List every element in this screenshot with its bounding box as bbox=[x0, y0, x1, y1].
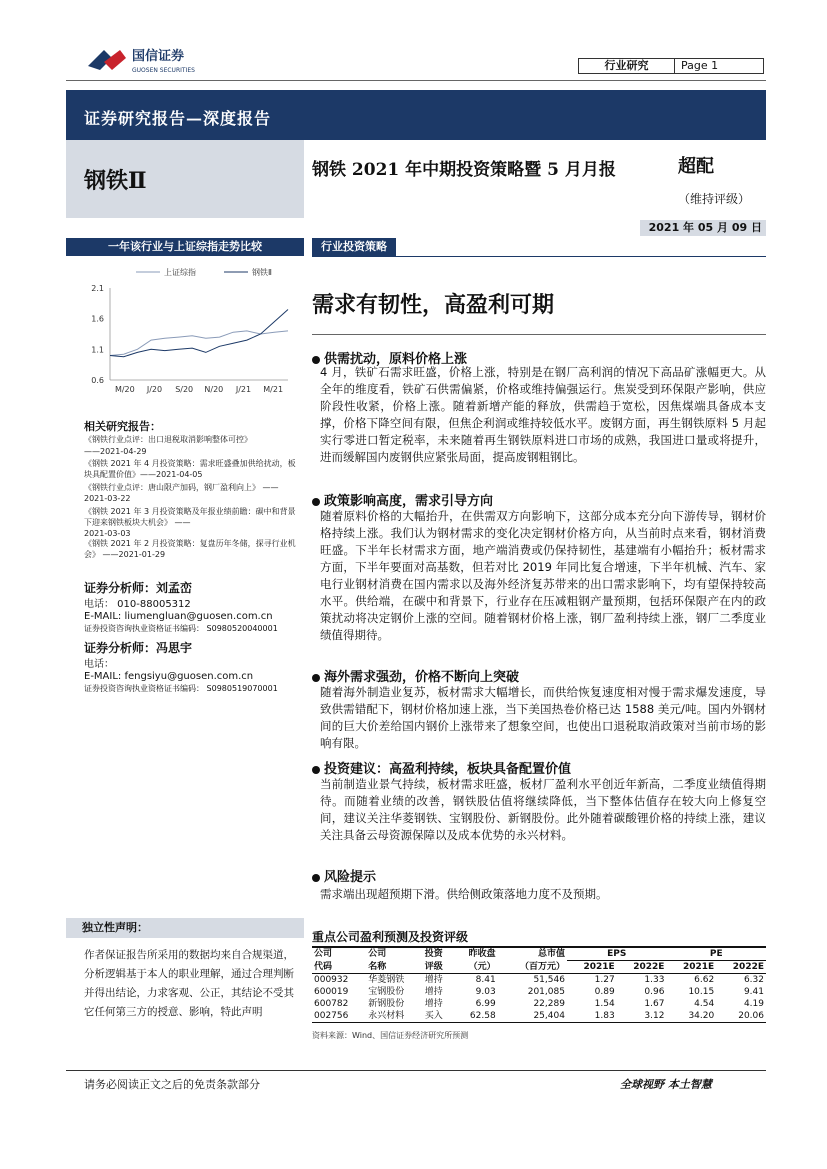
related-title: 相关研究报告： bbox=[84, 420, 161, 433]
table-cell: 20.06 bbox=[716, 1010, 766, 1023]
analyst-phone: 电话： bbox=[84, 659, 114, 670]
table-cell: 永兴材料 bbox=[366, 1010, 423, 1023]
table-cell: 华菱钢铁 bbox=[368, 975, 405, 985]
table-header-cell: 名称 bbox=[366, 961, 423, 974]
logo-en: GUOSEN SECURITIES bbox=[132, 67, 195, 74]
rating-note: （维持评级） bbox=[678, 192, 751, 206]
table-cell: 3.12 bbox=[617, 1010, 667, 1023]
section-heading: 风险提示 bbox=[312, 866, 376, 885]
section-tag: 行业投资策略 bbox=[312, 238, 396, 256]
table-header-cell: 2021E bbox=[567, 961, 617, 974]
table-row bbox=[312, 974, 766, 987]
related-report: 《钢铁 2021 年 3 月投资策略及年报业绩前瞻：碳中和背景下迎来钢铁板块大机会》 —— bbox=[84, 507, 296, 527]
table-cell: 0.96 bbox=[644, 987, 665, 997]
table-header-cell: 昨收盘 bbox=[454, 947, 498, 961]
related-report: 2021-03-03 bbox=[84, 529, 131, 538]
table-header-cell: 公司 bbox=[366, 947, 423, 961]
table-header-cell: 评级 bbox=[423, 961, 454, 974]
headline-divider bbox=[312, 334, 766, 335]
band-title: 证券研究报告—深度报告 bbox=[84, 109, 272, 128]
section-text: 随着原料价格的大幅抬升，在供需双方向影响下，这部分成本充分向下游传导，钢材价格持续上涨。我们认为钢材需求的变化决定钢材价格方向，从当前时点来看，钢材消费旺盛。下半年长材需求方面，地产端消费或仍保持韧性，基建端有小幅抬升；板材需求方面，下半年要面对高基数，但若对比 2019 年同比复合增速，下半年机械、汽车、家电行业钢材消费在国内需求以及海外经济复苏带来的出口需求影响下，均有望保持较高水平。供给端，在碳中和背景下，行业存在压减粗钢产量预期，包括环保限产在内的政策扰动将决定钢价上涨的空间。随着钢材价格上涨，钢厂盈利持续上涨，钢厂二季度业绩值得期待。 bbox=[320, 509, 766, 642]
headline: 需求有韧性，高盈利可期 bbox=[312, 292, 555, 318]
table-cell: 201,085 bbox=[527, 987, 565, 997]
related-report: 《钢铁行业点评：出口退税取消影响整体可控》 bbox=[84, 435, 252, 444]
analyst-cert: 证券投资咨询执业资格证书编码： S0980520040001 bbox=[84, 624, 278, 633]
table-cell: 34.20 bbox=[666, 1010, 716, 1023]
table-header-cell: 公司 bbox=[312, 947, 366, 961]
footer-disclaimer: 请务必阅读正文之后的免责条款部分 bbox=[84, 1078, 260, 1091]
table-cell: 6.32 bbox=[743, 975, 764, 985]
bullet-icon bbox=[312, 674, 320, 682]
table-header-cell: （元） bbox=[454, 961, 498, 974]
x-tick-label: J/21 bbox=[235, 385, 252, 394]
table-cell: 增持 bbox=[424, 987, 443, 997]
analyst-title: 证券分析师：刘孟峦 bbox=[84, 581, 193, 595]
table-cell: 600782 bbox=[314, 999, 349, 1009]
y-tick-label: 1.1 bbox=[91, 345, 104, 355]
industry-name: 钢铁Ⅱ bbox=[84, 168, 147, 194]
table-cell: 9.41 bbox=[743, 987, 764, 997]
x-tick-label: S/20 bbox=[175, 385, 194, 394]
table-cell: 8.41 bbox=[475, 975, 496, 985]
logo-cn: 国信证券 bbox=[132, 49, 185, 64]
table-cell: 增持 bbox=[424, 999, 443, 1009]
report-title: 钢铁 2021 年中期投资策略暨 5 月月报 bbox=[312, 160, 616, 180]
table-cell: 4.54 bbox=[694, 999, 715, 1009]
table-header-row bbox=[312, 961, 766, 974]
x-tick-label: M/21 bbox=[263, 385, 284, 394]
table-cell: 4.19 bbox=[743, 999, 764, 1009]
section-text: 当前制造业景气持续，板材需求旺盛，板材厂盈利水平创近年新高，二季度业绩值得期待。而随着业绩的改善，钢铁股估值将继续降低，当下整体估值存在较大向上修复空间，建议关注华菱钢铁、宝钢股份、新钢股份。此外随着碳酸锂价格的持续上涨，建议关注具备云母资源保障以及成本优势的永兴材料。 bbox=[320, 777, 766, 842]
analyst-cert: 证券投资咨询执业资格证书编码： S0980519070001 bbox=[84, 684, 278, 693]
section-heading: 政策影响高度，需求引导方向 bbox=[312, 490, 493, 509]
table-cell: 1.33 bbox=[644, 975, 665, 985]
independence-title: 独立性声明： bbox=[66, 918, 304, 938]
section-heading: 海外需求强劲，价格不断向上突破 bbox=[312, 666, 519, 685]
report-date: 2021 年 05 月 09 日 bbox=[640, 220, 766, 236]
table-cell: 51,546 bbox=[533, 975, 565, 985]
table-cell: 增持 bbox=[424, 975, 443, 985]
table-cell: 1.67 bbox=[644, 999, 665, 1009]
table-header-cell: 代码 bbox=[312, 961, 366, 974]
related-report: 《钢铁 2021 年 2 月投资策略：复盘历年冬储，探寻行业机会》 ——2021-01-29 bbox=[84, 539, 296, 559]
table-header-cell: 总市值 bbox=[498, 947, 567, 961]
chart-title: 一年该行业与上证综指走势比较 bbox=[66, 238, 304, 256]
x-tick-label: J/20 bbox=[146, 385, 163, 394]
section-text: 需求端出现超预期下滑。供给侧政策落地力度不及预期。 bbox=[320, 887, 608, 901]
table-cell: 6.99 bbox=[475, 999, 496, 1009]
bullet-icon bbox=[312, 766, 320, 774]
analyst-email[interactable]: E-MAIL: fengsiyu@guosen.com.cn bbox=[84, 671, 254, 682]
x-tick-label: N/20 bbox=[204, 385, 224, 394]
x-tick-label: M/20 bbox=[114, 385, 135, 394]
table-row bbox=[312, 998, 766, 1010]
series-line bbox=[110, 331, 288, 356]
table-cell: 0.89 bbox=[594, 987, 615, 997]
table-cell: 1.27 bbox=[594, 975, 615, 985]
table-cell: 6.62 bbox=[694, 975, 715, 985]
table-row bbox=[312, 986, 766, 998]
rating: 超配 bbox=[678, 156, 714, 177]
y-tick-label: 2.1 bbox=[91, 284, 104, 293]
table-cell: 1.83 bbox=[567, 1010, 617, 1023]
bullet-icon bbox=[312, 498, 320, 506]
table-cell: 1.54 bbox=[594, 999, 615, 1009]
bullet-icon bbox=[312, 874, 320, 882]
y-tick-label: 0.6 bbox=[91, 376, 104, 385]
table-cell: 000932 bbox=[314, 975, 349, 985]
section-text: 随着海外制造业复苏，板材需求大幅增长，而供给恢复速度相对慢于需求爆发速度，导致供需错配下，钢材价格加速上涨，当下美国热卷价格已达 1588 美元/吨。国内外钢材间的巨大价差给国内钢价上涨带来了想象空间，也使出口退税取消政策对当前市场的影响有限。 bbox=[320, 685, 766, 750]
legend-label: 上证综指 bbox=[164, 268, 196, 277]
table-cell: 25,404 bbox=[498, 1010, 567, 1023]
category-label: 行业研究 bbox=[579, 59, 675, 73]
table-header-cell: 投资 bbox=[423, 947, 454, 961]
table-source: 资料来源：Wind、国信证券经济研究所预测 bbox=[312, 1031, 469, 1040]
section-heading: 供需扰动，原料价格上涨 bbox=[312, 348, 467, 367]
table-cell: 新钢股份 bbox=[368, 999, 405, 1009]
related-report: ——2021-04-29 bbox=[84, 447, 147, 456]
analyst-phone: 电话： 010-88005312 bbox=[84, 599, 191, 610]
company-logo bbox=[86, 44, 216, 80]
legend-label: 钢铁Ⅱ bbox=[252, 268, 272, 277]
table-title: 重点公司盈利预测及投资评级 bbox=[312, 930, 469, 944]
table-cell: 600019 bbox=[314, 987, 349, 997]
table-cell: 9.03 bbox=[475, 987, 496, 997]
table-row bbox=[312, 1010, 766, 1023]
table-header-cell: EPS bbox=[567, 947, 667, 961]
tag-divider bbox=[312, 256, 766, 257]
header-divider bbox=[66, 80, 766, 81]
trend-chart bbox=[66, 262, 304, 408]
footer-slogan: 全球视野 本土智慧 bbox=[620, 1078, 712, 1091]
independence-text: 作者保证报告所采用的数据均来自合规渠道，分析逻辑基于本人的职业理解，通过合理判断并得出结论，力求客观、公正，其结论不受其它任何第三方的授意、影响，特此声明 bbox=[84, 949, 294, 1018]
bullet-icon bbox=[312, 356, 320, 364]
table-header-cell: PE bbox=[666, 947, 766, 961]
related-report: 《钢铁 2021 年 4 月投资策略：需求旺盛叠加供给扰动，板块具配置价值》——2021-04-05 bbox=[84, 459, 296, 479]
y-tick-label: 1.6 bbox=[91, 314, 104, 324]
header-box bbox=[578, 58, 764, 74]
analyst-title: 证券分析师：冯思宇 bbox=[84, 641, 193, 655]
table-header-cell: 2021E bbox=[666, 961, 716, 974]
footer-divider bbox=[66, 1070, 766, 1071]
table-cell: 买入 bbox=[423, 1010, 454, 1023]
related-report: 《钢铁行业点评：唐山限产加码，钢厂盈利向上》 ——2021-03-22 bbox=[84, 483, 279, 503]
analyst-email[interactable]: E-MAIL: liumengluan@guosen.com.cn bbox=[84, 611, 273, 622]
table-cell: 62.58 bbox=[454, 1010, 498, 1023]
table-header-cell: 2022E bbox=[617, 961, 667, 974]
table-header-cell: （百万元） bbox=[498, 961, 567, 974]
forecast-table bbox=[312, 946, 766, 1023]
page-number: Page 1 bbox=[681, 59, 719, 72]
section-text: 4 月，铁矿石需求旺盛，价格上涨，特别是在钢厂高利润的情况下高品矿涨幅更大。从全年的维度看，铁矿石供需偏紧，价格或维持偏强运行。焦炭受到环保限产影响，供应阶段性收紧，价格上涨。随着新增产能的释放，供需趋于宽松，因焦煤端具备成本支撑，价格下降空间有限，但焦企利润或维持较低水平。废钢方面，再生钢铁原料 5 月起实行零进口暂定税率，未来随着再生钢铁原料进口市场的成熟，我国进口量或将提升，进而缓解国内废钢供应紧张局面，提高废钢粗钢比。 bbox=[320, 365, 766, 464]
table-cell: 002756 bbox=[312, 1010, 366, 1023]
table-header-row bbox=[312, 947, 766, 961]
table-cell: 22,289 bbox=[533, 999, 565, 1009]
table-header-cell: 2022E bbox=[716, 961, 766, 974]
table-cell: 宝钢股份 bbox=[368, 987, 405, 997]
table-cell: 10.15 bbox=[688, 987, 715, 997]
section-heading: 投资建议：高盈利持续，板块具备配置价值 bbox=[312, 758, 571, 777]
